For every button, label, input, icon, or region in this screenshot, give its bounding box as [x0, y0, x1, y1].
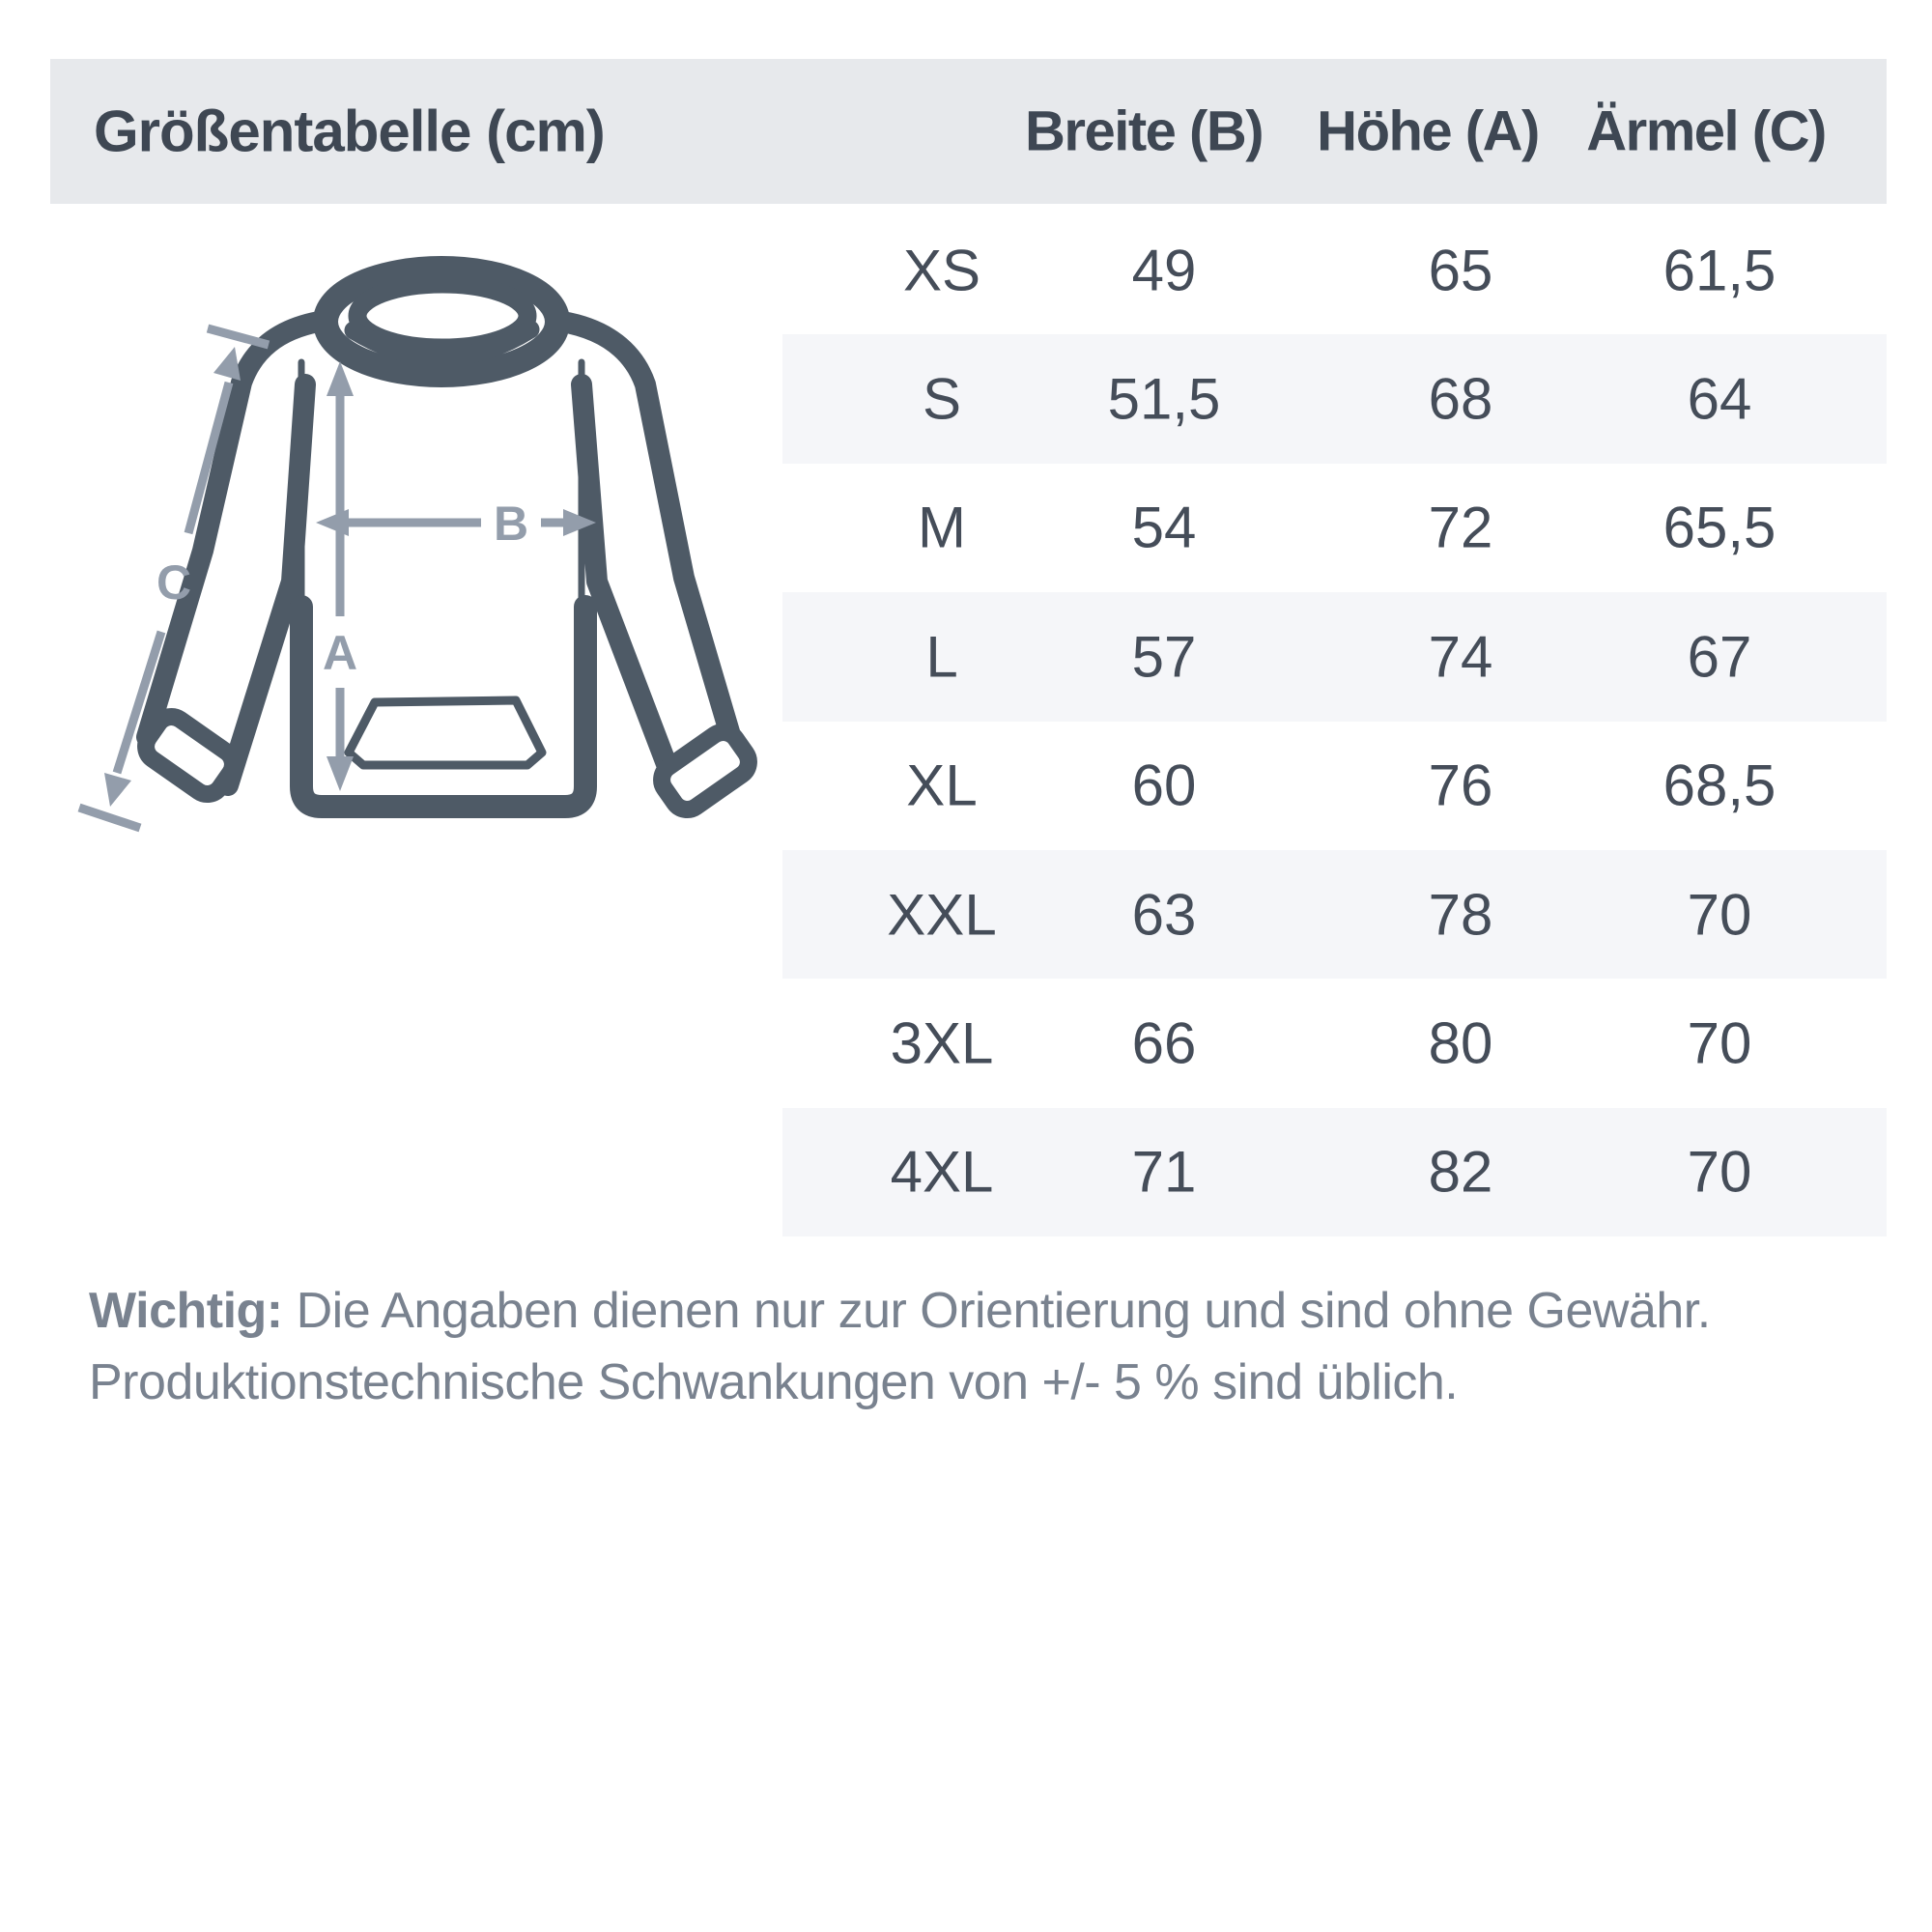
table-row — [782, 722, 1887, 850]
left-cuff — [140, 711, 239, 801]
size-cell: XS — [902, 238, 981, 303]
table-header-bar — [50, 59, 1887, 204]
table-row — [782, 334, 1887, 463]
arrow-up-right-icon — [213, 347, 241, 381]
size-table — [782, 206, 1887, 1236]
column-header-aermel: Ärmel (C) — [1586, 99, 1826, 163]
table-row — [782, 979, 1887, 1107]
hoehe-cell: 80 — [1428, 1010, 1493, 1076]
size-cell: L — [925, 624, 958, 690]
pocket-outline — [349, 700, 542, 765]
breite-cell: 60 — [1131, 753, 1197, 818]
disclaimer-bold-label: Wichtig: — [89, 1283, 283, 1339]
aermel-cell: 68,5 — [1662, 753, 1776, 818]
arrow-c-end-cap — [208, 328, 269, 345]
aermel-cell: 64 — [1687, 366, 1752, 432]
breite-cell: 57 — [1131, 624, 1197, 690]
table-row — [782, 464, 1887, 592]
hoehe-cell: 68 — [1428, 366, 1493, 432]
aermel-cell: 61,5 — [1662, 238, 1776, 303]
hoehe-cell: 72 — [1428, 495, 1493, 560]
hoehe-cell: 76 — [1428, 753, 1493, 818]
breite-cell: 63 — [1131, 882, 1197, 948]
aermel-cell: 70 — [1687, 1139, 1752, 1205]
hoehe-cell: 74 — [1428, 624, 1493, 690]
disclaimer-line — [89, 1275, 1711, 1347]
right-cuff — [656, 726, 754, 816]
arrow-down-icon — [327, 756, 354, 791]
table-row — [782, 592, 1887, 721]
breite-cell: 71 — [1131, 1139, 1197, 1205]
hoehe-cell: 65 — [1428, 238, 1493, 303]
breite-cell: 66 — [1131, 1010, 1197, 1076]
column-header-breite: Breite (B) — [1024, 99, 1264, 163]
hoehe-cell: 82 — [1428, 1139, 1493, 1205]
size-cell: M — [918, 495, 966, 560]
disclaimer-text: Die Angaben dienen nur zur Orientierung und sind ohne Gewähr. — [296, 1283, 1711, 1339]
label-a: A — [322, 626, 358, 680]
column-header-hoehe: Höhe (A) — [1317, 99, 1539, 163]
aermel-cell: 65,5 — [1662, 495, 1776, 560]
arrow-down-left-icon — [104, 773, 131, 807]
arrow-left-icon — [316, 509, 349, 536]
size-cell: XXL — [887, 882, 997, 948]
aermel-cell: 67 — [1687, 624, 1752, 690]
size-cell: S — [922, 366, 962, 432]
disclaimer-line: Produktionstechnische Schwankungen von +/- 5 % sind üblich. — [89, 1354, 1459, 1410]
label-b: B — [493, 497, 529, 551]
aermel-cell: 70 — [1687, 1010, 1752, 1076]
aermel-cell: 70 — [1687, 882, 1752, 948]
size-cell: 3XL — [890, 1010, 994, 1076]
size-cell: XL — [906, 753, 978, 818]
hoehe-cell: 78 — [1428, 882, 1493, 948]
breite-cell: 54 — [1131, 495, 1197, 560]
breite-cell: 51,5 — [1107, 366, 1221, 432]
column-headers — [782, 59, 1887, 204]
table-row — [782, 850, 1887, 979]
label-c: C — [156, 555, 192, 610]
size-cell: 4XL — [890, 1139, 994, 1205]
disclaimer-note — [89, 1275, 1711, 1418]
page-title: Größentabelle (cm) — [94, 99, 605, 164]
table-row — [782, 1108, 1887, 1236]
arrow-c-end-cap — [79, 808, 140, 828]
breite-cell: 49 — [1131, 238, 1197, 303]
table-row — [782, 206, 1887, 334]
hoodie-measurement-diagram — [39, 222, 773, 879]
